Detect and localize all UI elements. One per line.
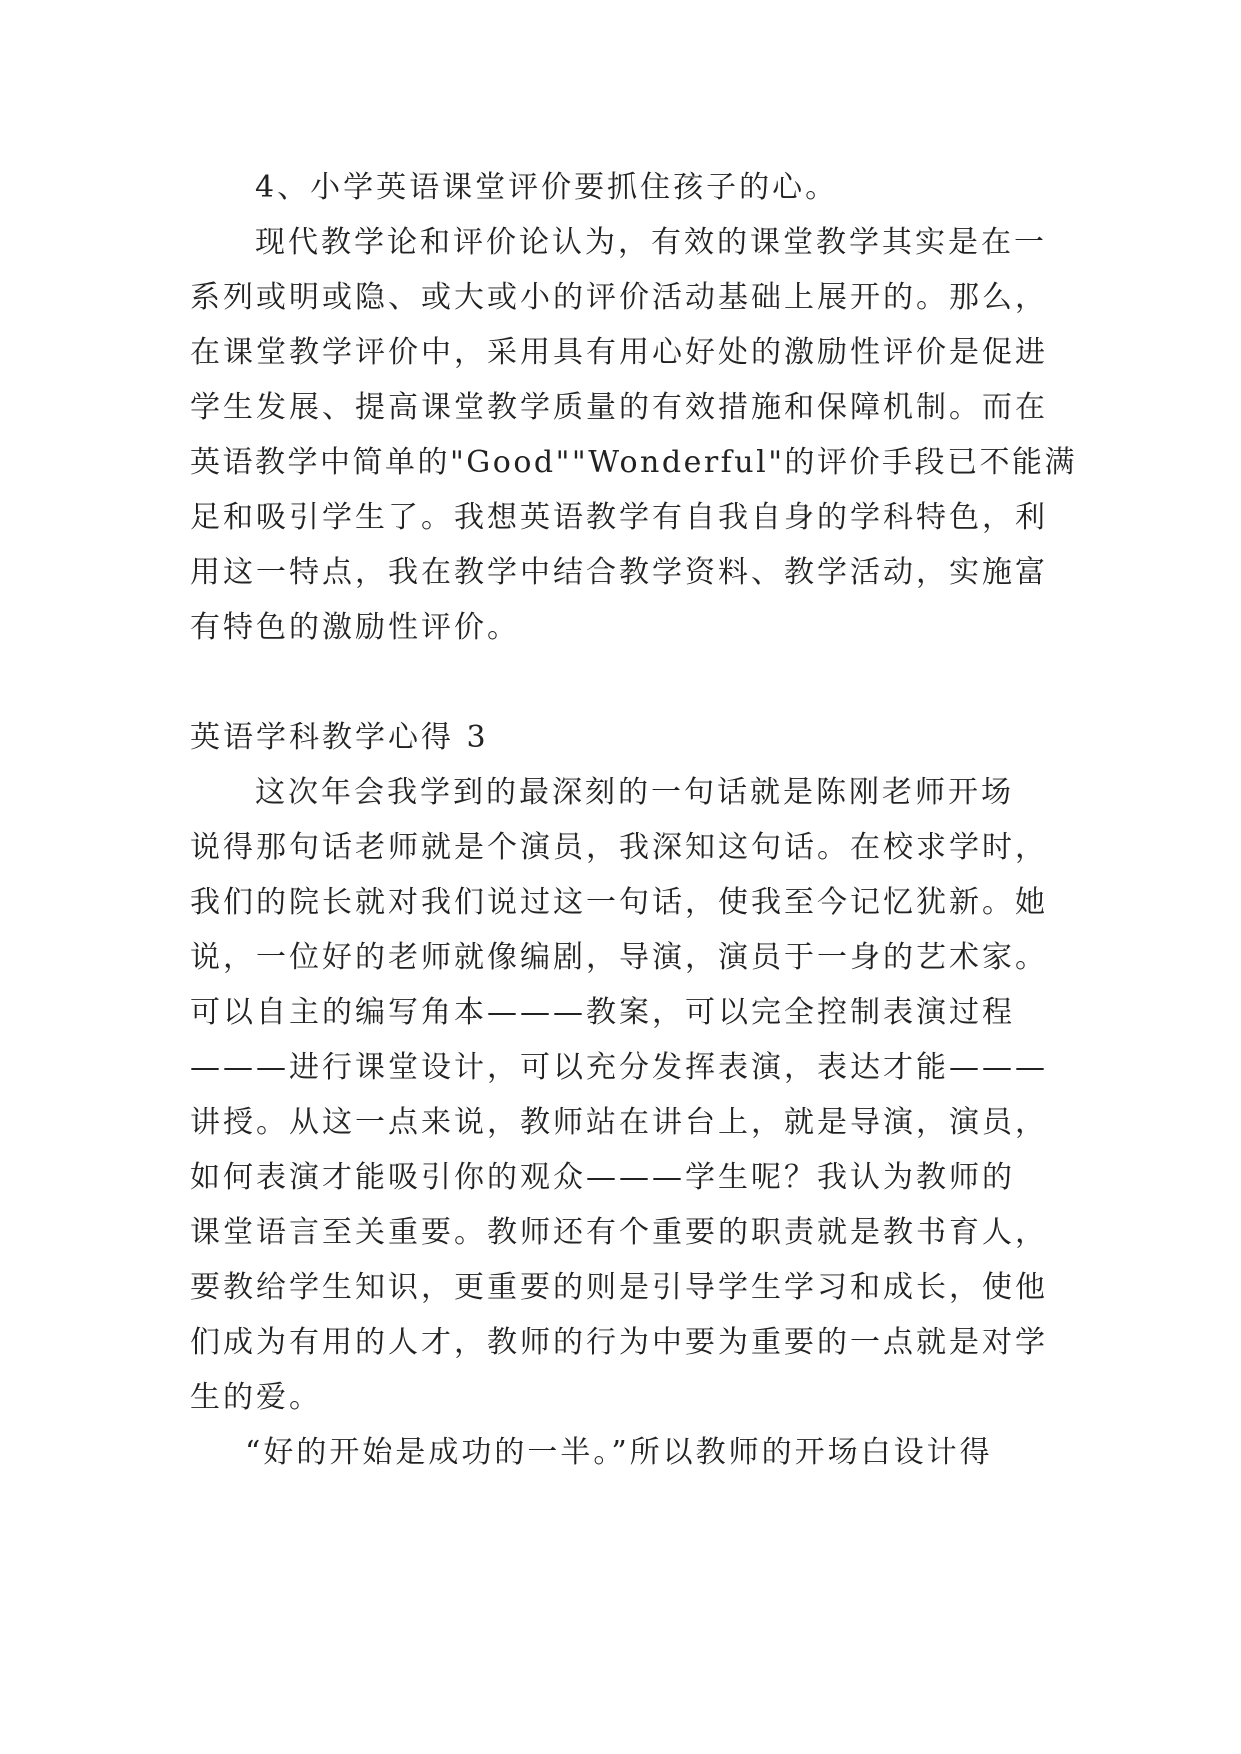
paragraph-line: “好的开始是成功的一半。”所以教师的开场白设计得 bbox=[245, 1435, 993, 1470]
paragraph-line: ———进行课堂设计，可以充分发挥表演，表达才能——— bbox=[190, 1050, 1048, 1085]
paragraph-line: 系列或明或隐、或大或小的评价活动基础上展开的。那么， bbox=[190, 280, 1048, 315]
paragraph-line: 课堂语言至关重要。教师还有个重要的职责就是教书育人， bbox=[190, 1215, 1048, 1250]
paragraph-line: 用这一特点，我在教学中结合教学资料、教学活动，实施富 bbox=[190, 555, 1048, 590]
paragraph-line: 要教给学生知识，更重要的则是引导学生学习和成长，使他 bbox=[190, 1270, 1048, 1305]
paragraph-line: 我们的院长就对我们说过这一句话，使我至今记忆犹新。她 bbox=[190, 885, 1048, 920]
paragraph-line: 说得那句话老师就是个演员，我深知这句话。在校求学时， bbox=[190, 830, 1048, 865]
paragraph-line: 在课堂教学评价中，采用具有用心好处的激励性评价是促进 bbox=[190, 335, 1048, 370]
paragraph-line: 可以自主的编写角本———教案，可以完全控制表演过程 bbox=[190, 995, 1015, 1030]
paragraph-line: 足和吸引学生了。我想英语教学有自我自身的学科特色，利 bbox=[190, 500, 1048, 535]
paragraph-line: 现代教学论和评价论认为，有效的课堂教学其实是在一 bbox=[255, 225, 1047, 260]
paragraph-line: 学生发展、提高课堂教学质量的有效措施和保障机制。而在 bbox=[190, 390, 1048, 425]
paragraph-line: 们成为有用的人才，教师的行为中要为重要的一点就是对学 bbox=[190, 1325, 1048, 1360]
paragraph-line: 生的爱。 bbox=[190, 1380, 322, 1415]
paragraph-line: 讲授。从这一点来说，教师站在讲台上，就是导演，演员， bbox=[190, 1105, 1048, 1140]
paragraph-line: 如何表演才能吸引你的观众———学生呢？我认为教师的 bbox=[190, 1160, 1015, 1195]
section-heading: 4、小学英语课堂评价要抓住孩子的心。 bbox=[255, 170, 839, 205]
paragraph-line: 说，一位好的老师就像编剧，导演，演员于一身的艺术家。 bbox=[190, 940, 1048, 975]
paragraph-line: 英语教学中简单的"Good""Wonderful"的评价手段已不能满 bbox=[190, 445, 1077, 480]
section-title: 英语学科教学心得 3 bbox=[190, 720, 489, 755]
paragraph-line: 这次年会我学到的最深刻的一句话就是陈刚老师开场 bbox=[255, 775, 1014, 810]
paragraph-line: 有特色的激励性评价。 bbox=[190, 610, 520, 645]
